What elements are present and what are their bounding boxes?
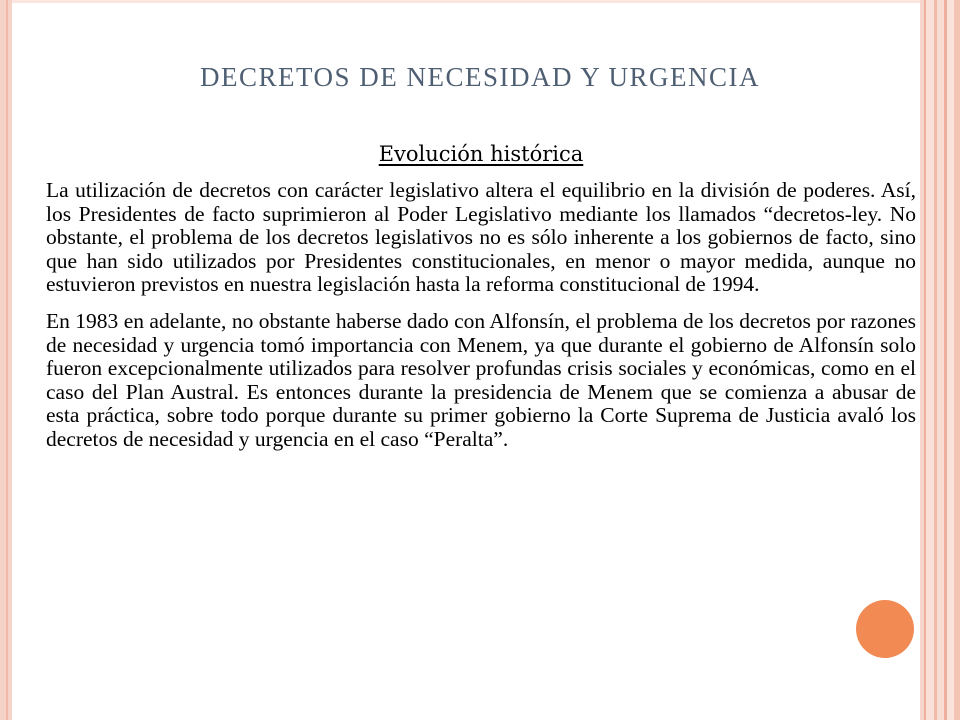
accent-circle-decoration	[856, 600, 914, 658]
paragraph-1: La utilización de decretos con carácter legislativo altera el equilibrio en la división de poderes. Así, los Presidentes de facto suprimieron al Poder Legislativo mediante los llamados “decretos-ley. No obstante, el problema de los decretos legislativos no es sólo inherente a los gobiernos de facto, sino que han sido utilizados por Presidentes constitucionales, en menor o mayor medida, aunque no estuvieron previstos en nuestra legislación hasta la reforma constitucional de 1994.	[46, 178, 916, 297]
paragraph-2: En 1983 en adelante, no obstante haberse dado con Alfonsín, el problema de los decretos por razones de necesidad y urgencia tomó importancia con Menem, ya que durante el gobierno de Alfonsín solo fueron excepcionalmente utilizados para resolver profundas crisis sociales y económicas, como en el caso del Plan Austral. Es entonces durante la presidencia de Menem que se comienza a abusar de esta práctica, sobre todo porque durante su primer gobierno la Corte Suprema de Justicia avaló los decretos de necesidad y urgencia en el caso “Peralta”.	[46, 308, 916, 451]
slide-body	[46, 179, 916, 452]
top-border-decoration	[12, 0, 920, 3]
slide-subtitle: Evolución histórica	[378, 142, 584, 166]
slide-title: DECRETOS DE NECESIDAD Y URGENCIA	[200, 62, 760, 92]
right-border-decoration	[920, 0, 960, 720]
left-border-decoration	[0, 0, 12, 720]
